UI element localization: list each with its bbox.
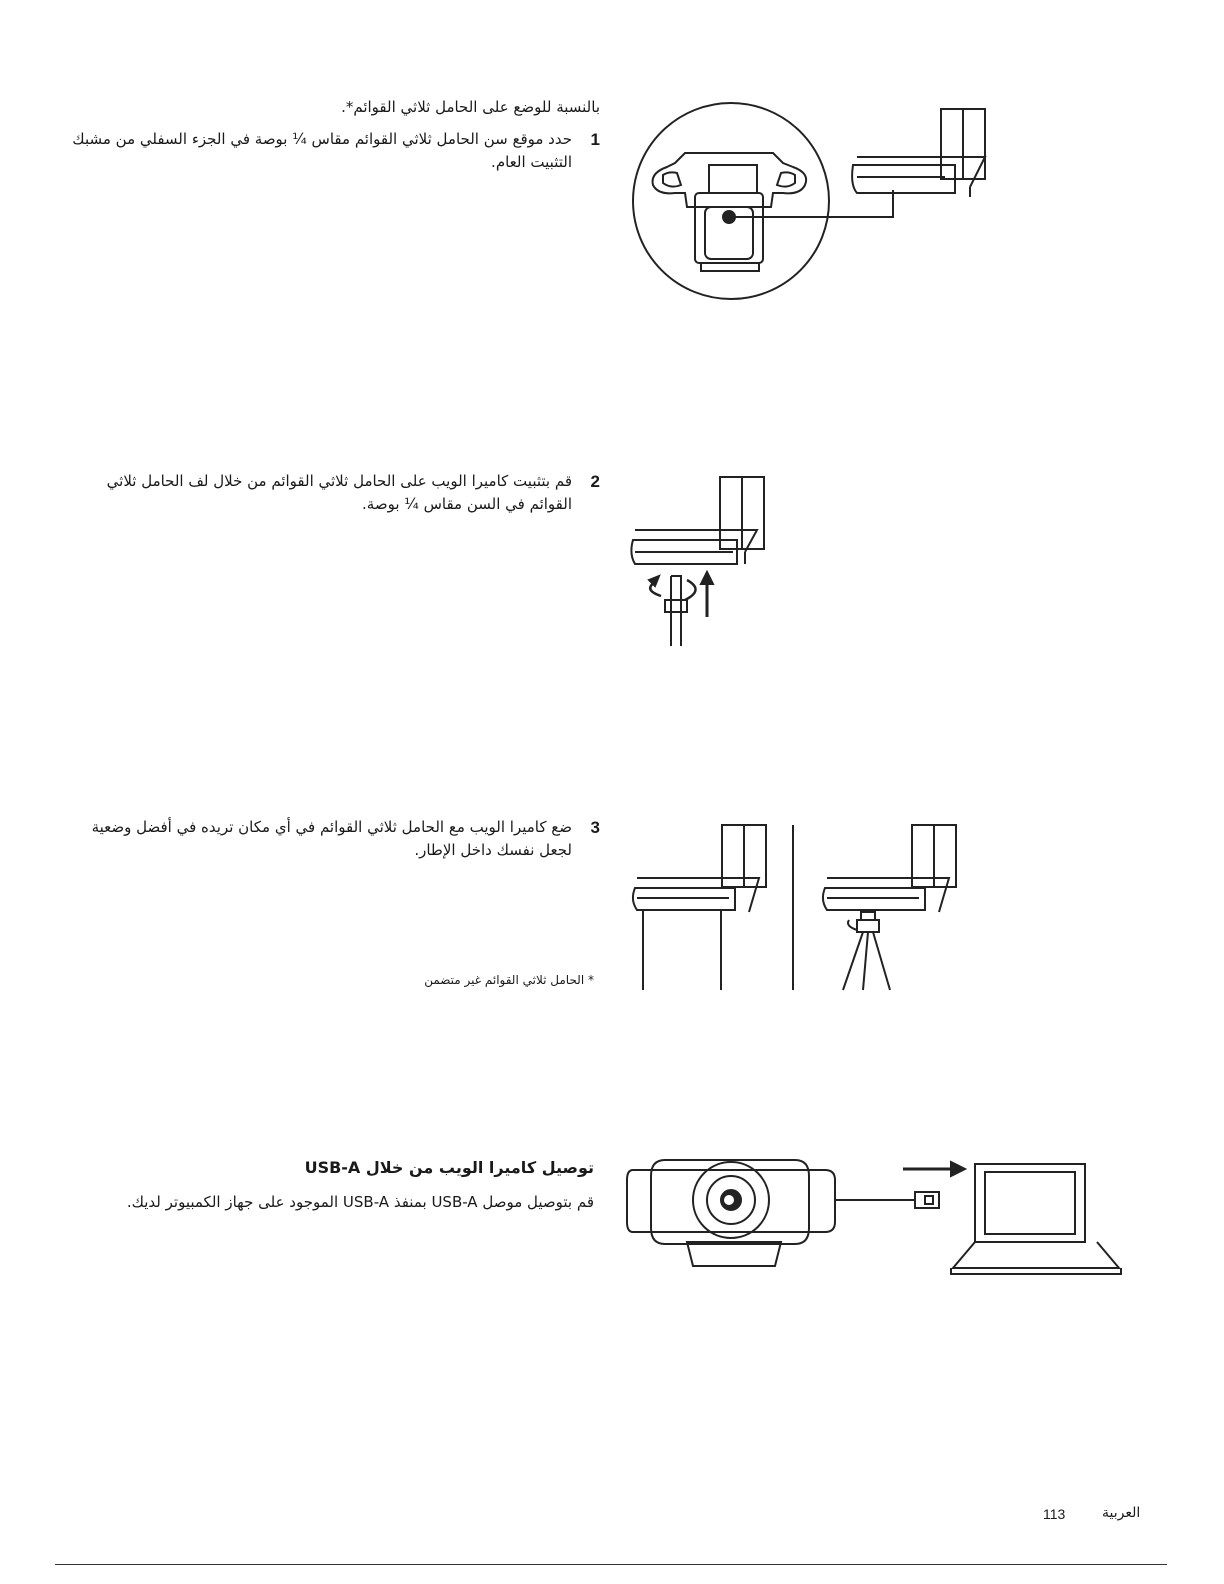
footer-rule [55, 1564, 1167, 1565]
page-number: 113 [1043, 1506, 1066, 1522]
usb-section-title: توصيل كاميرا الويب من خلال USB-A [304, 1158, 594, 1177]
usb-connection-illustration [625, 1158, 1125, 1278]
clip-socket-illustration [625, 95, 1005, 305]
step-3 [80, 816, 600, 862]
placement-illustration [625, 820, 965, 995]
step-number: 3 [590, 818, 600, 837]
footnote: * الحامل ثلاثي القوائم غير متضمن [424, 973, 594, 987]
step-number: 1 [590, 130, 600, 149]
step-2 [60, 470, 600, 516]
step-text: ضع كاميرا الويب مع الحامل ثلاثي القوائم في أي مكان تريده في أفضل وضعية لجعل نفسك داخل الإطار. [91, 818, 572, 859]
usb-section-text: قم بتوصيل موصل USB-A بمنفذ USB-A الموجود على جهاز الكمبيوتر لديك. [126, 1193, 594, 1211]
step-number: 2 [590, 472, 600, 491]
step-text: حدد موقع سن الحامل ثلاثي القوائم مقاس ¼ بوصة في الجزء السفلي من مشبك التثبيت العام. [72, 130, 572, 171]
footer-language: العربية [1102, 1505, 1141, 1521]
step-1 [60, 128, 600, 174]
mount-on-tripod-illustration [625, 472, 775, 652]
intro-text: بالنسبة للوضع على الحامل ثلاثي القوائم*. [341, 98, 600, 116]
step-text: قم بتثبيت كاميرا الويب على الحامل ثلاثي القوائم من خلال لف الحامل ثلاثي القوائم في السن مقاس ¼ بوصة. [106, 472, 572, 513]
